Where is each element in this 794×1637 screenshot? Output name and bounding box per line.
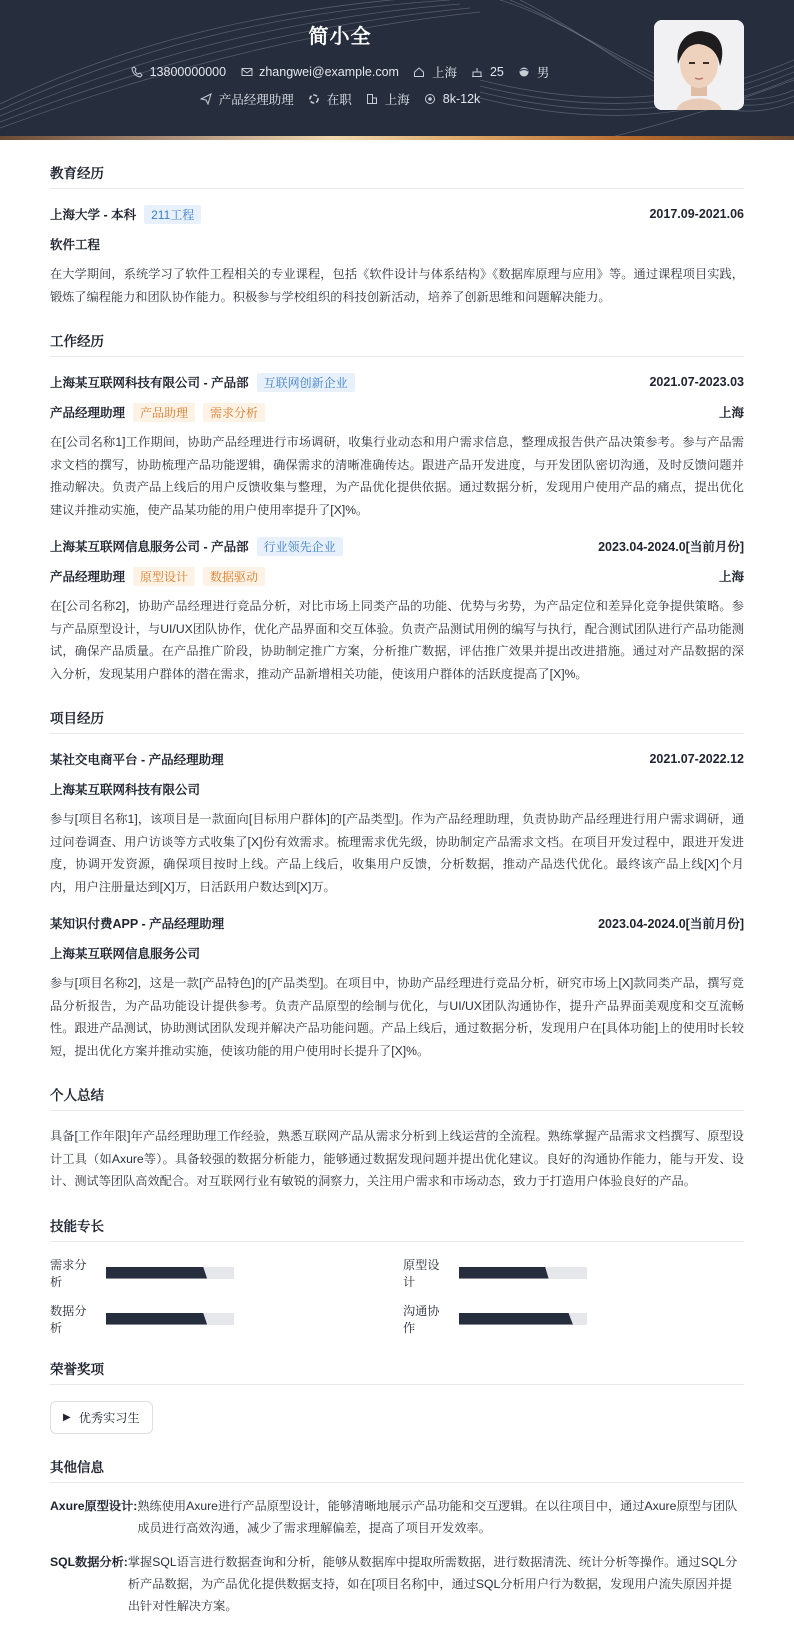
contact-email: zhangwei@example.com — [240, 65, 399, 79]
section-projects — [50, 707, 744, 1062]
company-tag: 互联网创新企业 — [257, 373, 355, 392]
role-tag: 需求分析 — [203, 403, 265, 422]
contact-row — [0, 63, 680, 81]
section-title: 项目经历 — [50, 707, 744, 734]
skill-item — [50, 1256, 403, 1290]
skill-name: 数据分析 — [50, 1303, 87, 1335]
skill-name: 原型设计 — [403, 1257, 440, 1289]
intention-position: 产品经理助理 — [200, 90, 294, 108]
award-label: 优秀实习生 — [78, 1410, 140, 1425]
project-date: 2023.04-2024.0[当前月份] — [598, 917, 744, 931]
work-date: 2021.07-2023.03 — [649, 375, 744, 389]
building-icon — [366, 93, 379, 106]
section-title: 工作经历 — [50, 330, 744, 357]
company-tag: 行业领先企业 — [257, 537, 343, 556]
section-title: 其他信息 — [50, 1456, 744, 1483]
work-city: 上海 — [718, 406, 744, 420]
contact-location: 上海 — [413, 63, 457, 81]
candidate-name: 简小全 — [308, 26, 372, 48]
section-summary — [50, 1084, 744, 1193]
skill-name: 需求分析 — [50, 1257, 87, 1289]
summary-text: 具备[工作年限]年产品经理助理工作经验，熟悉互联网产品从需求分析到上线运营的全流程。熟练掌握产品需求文档撰写、原型设计工具（如Axure等）。具备较强的数据分析能力，能够通过数据发现问题并提出优化建议。良好的沟通协作能力，能与开发、设计、测试等团队高效配合。对互联网行业有敏锐的洞察力，关注用户需求和市场动态，致力于打造用户体验良好的产品。 — [50, 1129, 744, 1188]
intention-row — [0, 90, 680, 108]
skill-name: 沟通协作 — [403, 1303, 440, 1335]
work-date: 2023.04-2024.0[当前月份] — [598, 540, 744, 554]
skill-bar — [459, 1313, 587, 1325]
section-awards — [50, 1358, 744, 1434]
skill-bar — [106, 1267, 234, 1279]
skill-item — [50, 1302, 403, 1336]
project-company: 上海某互联网科技有限公司 — [50, 783, 201, 797]
job-role: 产品经理助理 — [50, 406, 126, 420]
section-other — [50, 1456, 744, 1617]
home-icon — [413, 66, 426, 79]
role-tag: 原型设计 — [133, 567, 195, 586]
work-description: 在[公司名称1]工作期间，协助产品经理进行市场调研，收集行业动态和用户需求信息，整理成报告供产品决策参考。参与产品需求文档的撰写，协助梳理产品功能逻辑，确保需求的清晰准确传达。跟进产品开发进度，与开发团队密切沟通，及时反馈问题并推动解决。负责产品上线后的用户反馈收集与整理，为产品优化提供依据。通过数据分析，发现用户使用产品的痛点，提出优化建议并推动实施，使产品某功能的用户使用率提升了[X]%。 — [50, 435, 744, 517]
avatar — [654, 20, 744, 110]
school-tag: 211工程 — [144, 205, 201, 224]
work-description: 在[公司名称2]，协助产品经理进行竞品分析，对比市场上同类产品的功能、优势与劣势，为产品定位和差异化竞争提供策略。参与产品原型设计，与UI/UX团队协作，优化产品界面和交互体验。负责产品测试用例的编写与执行，配合测试团队进行产品功能测试，确保产品质量。在产品推广阶段，协助制定推广方案，分析推广数据，评估推广效果并提出改进措施。通过对产品数据的深入分析，发现某用户群体的潜在需求，推动产品新增相关功能，使该用户群体的活跃度提高了[X]%。 — [50, 599, 744, 681]
award-item[interactable] — [50, 1401, 153, 1434]
project-description: 参与[项目名称1]，该项目是一款面向[目标用户群体]的[产品类型]。作为产品经理助理，负责协助产品经理进行用户需求调研，通过问卷调查、用户访谈等方式收集了[X]份有效需求。梳理需求优先级，协助制定产品需求文档。在项目开发过程中，跟进开发进度，协调开发资源，确保项目按时上线。产品上线后，收集用户反馈，分析数据，推动产品迭代优化。最终该产品上线[X]个月内，用户注册量达到[X]万，日活跃用户数达到[X]万。 — [50, 812, 744, 894]
other-item — [50, 1495, 744, 1539]
project-entry — [50, 912, 744, 1062]
intention-status: 在职 — [308, 90, 352, 108]
skill-item — [403, 1256, 744, 1290]
other-key: SQL数据分析: — [50, 1554, 128, 1569]
skill-item — [403, 1302, 744, 1336]
major: 软件工程 — [50, 238, 101, 252]
mail-icon — [240, 66, 253, 79]
section-education — [50, 162, 744, 308]
work-entry — [50, 371, 744, 521]
intention-salary: 8k-12k — [424, 92, 481, 106]
triangle-right-icon: ▶ — [63, 1411, 71, 1423]
section-title: 技能专长 — [50, 1215, 744, 1242]
contact-phone: 13800000000 — [131, 65, 226, 79]
gender-icon — [518, 66, 531, 79]
work-entry — [50, 535, 744, 685]
company-name: 上海某互联网信息服务公司 - 产品部 — [50, 540, 249, 554]
status-icon — [308, 93, 321, 106]
skill-bar — [459, 1267, 587, 1279]
education-date: 2017.09-2021.06 — [649, 207, 744, 221]
project-company: 上海某互联网信息服务公司 — [50, 947, 201, 961]
skill-bar — [106, 1313, 234, 1325]
intention-city: 上海 — [366, 90, 410, 108]
job-role: 产品经理助理 — [50, 570, 126, 584]
education-description: 在大学期间，系统学习了软件工程相关的专业课程，包括《软件设计与体系结构》《数据库原理与应用》等。通过课程项目实践，锻炼了编程能力和团队协作能力。积极参与学校组织的科技创新活动，培养了创新思维和问题解决能力。 — [50, 267, 744, 304]
other-value: 掌握SQL语言进行数据查询和分析，能够从数据库中提取所需数据，进行数据清洗、统计分析等操作。通过SQL分析产品数据，为产品优化提供数据支持，如在[项目名称]中，通过SQL分析用户行为数据，发现用户流失原因并提出针对性解决方案。 — [127, 1554, 738, 1613]
project-entry — [50, 748, 744, 898]
cake-icon — [471, 66, 484, 79]
section-title: 个人总结 — [50, 1084, 744, 1111]
other-value: 熟练使用Axure进行产品原型设计，能够清晰地展示产品功能和交互逻辑。在以往项目中，通过Axure原型与团队成员进行高效沟通，减少了需求理解偏差，提高了项目开发效率。 — [137, 1498, 738, 1535]
salary-icon — [424, 93, 437, 106]
phone-icon — [131, 66, 144, 79]
section-skills — [50, 1215, 744, 1336]
contact-gender: 男 — [518, 63, 550, 81]
work-city: 上海 — [718, 570, 744, 584]
section-title: 教育经历 — [50, 162, 744, 189]
section-title: 荣誉奖项 — [50, 1358, 744, 1385]
education-entry — [50, 203, 744, 308]
project-description: 参与[项目名称2]，这是一款[产品特色]的[产品类型]。在项目中，协助产品经理进行竞品分析，研究市场上[X]款同类产品，撰写竞品分析报告，为产品功能设计提供参考。负责产品原型的绘制与优化，与UI/UX团队沟通协作，提升产品界面美观度和交互流畅性。跟进产品测试，协助测试团队发现并解决产品功能问题。产品上线后，通过数据分析，发现用户在[具体功能]上的使用时长较短，提出优化方案并推动实施，使该功能的用户使用时长提升了[X]%。 — [50, 976, 744, 1058]
other-key: Axure原型设计: — [50, 1498, 138, 1513]
project-date: 2021.07-2022.12 — [649, 752, 744, 766]
role-tag: 数据驱动 — [203, 567, 265, 586]
send-icon — [200, 93, 213, 106]
contact-age: 25 — [471, 65, 504, 79]
project-name: 某社交电商平台 - 产品经理助理 — [50, 753, 224, 767]
resume-header — [0, 0, 794, 140]
section-work — [50, 330, 744, 685]
school-name: 上海大学 - 本科 — [50, 208, 137, 222]
project-name: 某知识付费APP - 产品经理助理 — [50, 917, 225, 931]
other-item — [50, 1551, 744, 1617]
role-tag: 产品助理 — [133, 403, 195, 422]
header-accent-strip — [0, 136, 794, 140]
company-name: 上海某互联网科技有限公司 - 产品部 — [50, 376, 249, 390]
